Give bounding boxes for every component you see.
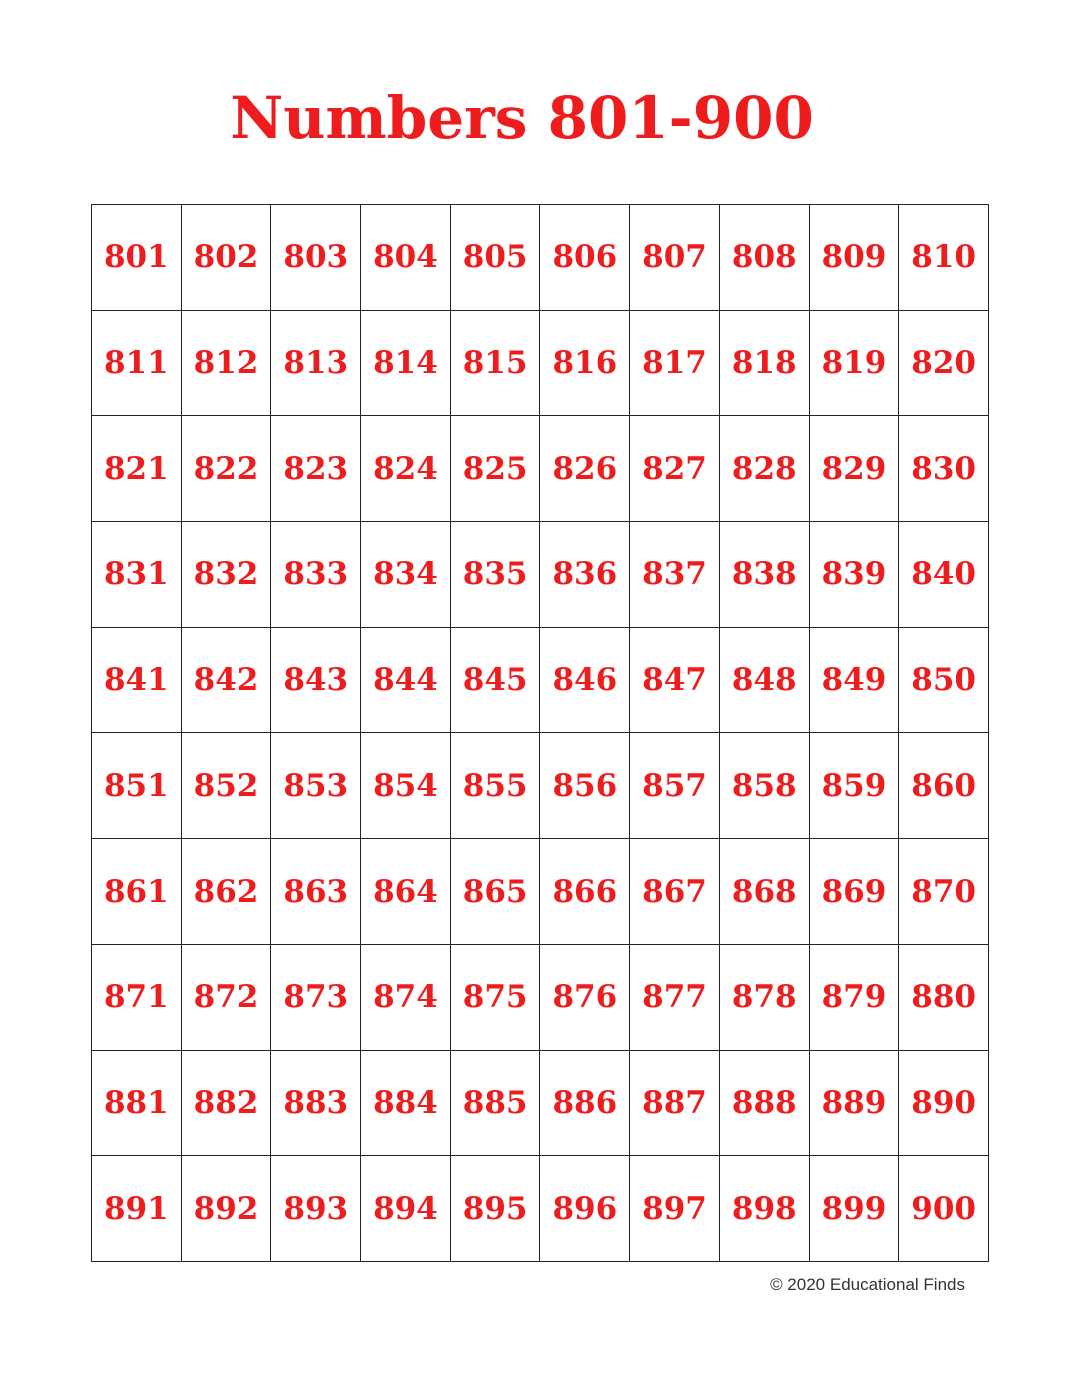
number-cell: 849 xyxy=(810,628,900,734)
number-cell: 852 xyxy=(182,733,272,839)
number-cell: 839 xyxy=(810,522,900,628)
number-cell: 898 xyxy=(720,1156,810,1262)
number-cell: 867 xyxy=(630,839,720,945)
number-cell: 848 xyxy=(720,628,810,734)
number-cell: 850 xyxy=(899,628,989,734)
number-cell: 865 xyxy=(451,839,541,945)
copyright-notice: © 2020 Educational Finds xyxy=(770,1275,965,1294)
number-cell: 818 xyxy=(720,311,810,417)
number-cell: 835 xyxy=(451,522,541,628)
number-cell: 878 xyxy=(720,945,810,1051)
number-cell: 863 xyxy=(271,839,361,945)
number-cell: 876 xyxy=(540,945,630,1051)
number-cell: 813 xyxy=(271,311,361,417)
number-cell: 895 xyxy=(451,1156,541,1262)
number-cell: 855 xyxy=(451,733,541,839)
number-cell: 885 xyxy=(451,1051,541,1157)
number-cell: 846 xyxy=(540,628,630,734)
number-cell: 875 xyxy=(451,945,541,1051)
number-cell: 824 xyxy=(361,416,451,522)
number-cell: 843 xyxy=(271,628,361,734)
number-cell: 868 xyxy=(720,839,810,945)
number-cell: 834 xyxy=(361,522,451,628)
number-cell: 827 xyxy=(630,416,720,522)
number-cell: 890 xyxy=(899,1051,989,1157)
number-cell: 809 xyxy=(810,205,900,311)
number-cell: 826 xyxy=(540,416,630,522)
number-cell: 877 xyxy=(630,945,720,1051)
number-cell: 830 xyxy=(899,416,989,522)
number-cell: 822 xyxy=(182,416,272,522)
number-cell: 880 xyxy=(899,945,989,1051)
number-cell: 816 xyxy=(540,311,630,417)
number-cell: 871 xyxy=(92,945,182,1051)
number-cell: 856 xyxy=(540,733,630,839)
number-cell: 842 xyxy=(182,628,272,734)
number-cell: 884 xyxy=(361,1051,451,1157)
number-cell: 874 xyxy=(361,945,451,1051)
number-cell: 814 xyxy=(361,311,451,417)
number-cell: 889 xyxy=(810,1051,900,1157)
number-cell: 891 xyxy=(92,1156,182,1262)
number-cell: 829 xyxy=(810,416,900,522)
number-cell: 810 xyxy=(899,205,989,311)
number-cell: 883 xyxy=(271,1051,361,1157)
number-cell: 886 xyxy=(540,1051,630,1157)
number-cell: 811 xyxy=(92,311,182,417)
number-cell: 838 xyxy=(720,522,810,628)
number-cell: 831 xyxy=(92,522,182,628)
page-title: Numbers 801-900 xyxy=(230,84,814,152)
number-cell: 881 xyxy=(92,1051,182,1157)
number-cell: 823 xyxy=(271,416,361,522)
number-grid xyxy=(91,204,989,1262)
number-cell: 801 xyxy=(92,205,182,311)
number-cell: 845 xyxy=(451,628,541,734)
number-cell: 840 xyxy=(899,522,989,628)
number-cell: 819 xyxy=(810,311,900,417)
number-cell: 882 xyxy=(182,1051,272,1157)
number-cell: 841 xyxy=(92,628,182,734)
number-cell: 896 xyxy=(540,1156,630,1262)
number-cell: 873 xyxy=(271,945,361,1051)
number-cell: 894 xyxy=(361,1156,451,1262)
number-cell: 815 xyxy=(451,311,541,417)
number-cell: 807 xyxy=(630,205,720,311)
number-cell: 812 xyxy=(182,311,272,417)
number-cell: 861 xyxy=(92,839,182,945)
number-cell: 879 xyxy=(810,945,900,1051)
number-cell: 803 xyxy=(271,205,361,311)
number-cell: 808 xyxy=(720,205,810,311)
number-cell: 844 xyxy=(361,628,451,734)
number-cell: 899 xyxy=(810,1156,900,1262)
number-cell: 837 xyxy=(630,522,720,628)
number-cell: 853 xyxy=(271,733,361,839)
number-cell: 805 xyxy=(451,205,541,311)
number-cell: 825 xyxy=(451,416,541,522)
number-cell: 847 xyxy=(630,628,720,734)
number-cell: 858 xyxy=(720,733,810,839)
number-cell: 862 xyxy=(182,839,272,945)
number-cell: 864 xyxy=(361,839,451,945)
number-cell: 821 xyxy=(92,416,182,522)
number-cell: 857 xyxy=(630,733,720,839)
number-cell: 854 xyxy=(361,733,451,839)
number-cell: 806 xyxy=(540,205,630,311)
number-cell: 888 xyxy=(720,1051,810,1157)
number-cell: 820 xyxy=(899,311,989,417)
number-cell: 869 xyxy=(810,839,900,945)
number-cell: 866 xyxy=(540,839,630,945)
number-cell: 817 xyxy=(630,311,720,417)
number-cell: 859 xyxy=(810,733,900,839)
number-cell: 900 xyxy=(899,1156,989,1262)
number-cell: 893 xyxy=(271,1156,361,1262)
number-cell: 897 xyxy=(630,1156,720,1262)
number-cell: 887 xyxy=(630,1051,720,1157)
number-cell: 872 xyxy=(182,945,272,1051)
number-cell: 804 xyxy=(361,205,451,311)
number-cell: 828 xyxy=(720,416,810,522)
number-cell: 833 xyxy=(271,522,361,628)
number-cell: 892 xyxy=(182,1156,272,1262)
number-cell: 870 xyxy=(899,839,989,945)
number-cell: 836 xyxy=(540,522,630,628)
number-cell: 832 xyxy=(182,522,272,628)
number-cell: 802 xyxy=(182,205,272,311)
number-cell: 860 xyxy=(899,733,989,839)
number-cell: 851 xyxy=(92,733,182,839)
